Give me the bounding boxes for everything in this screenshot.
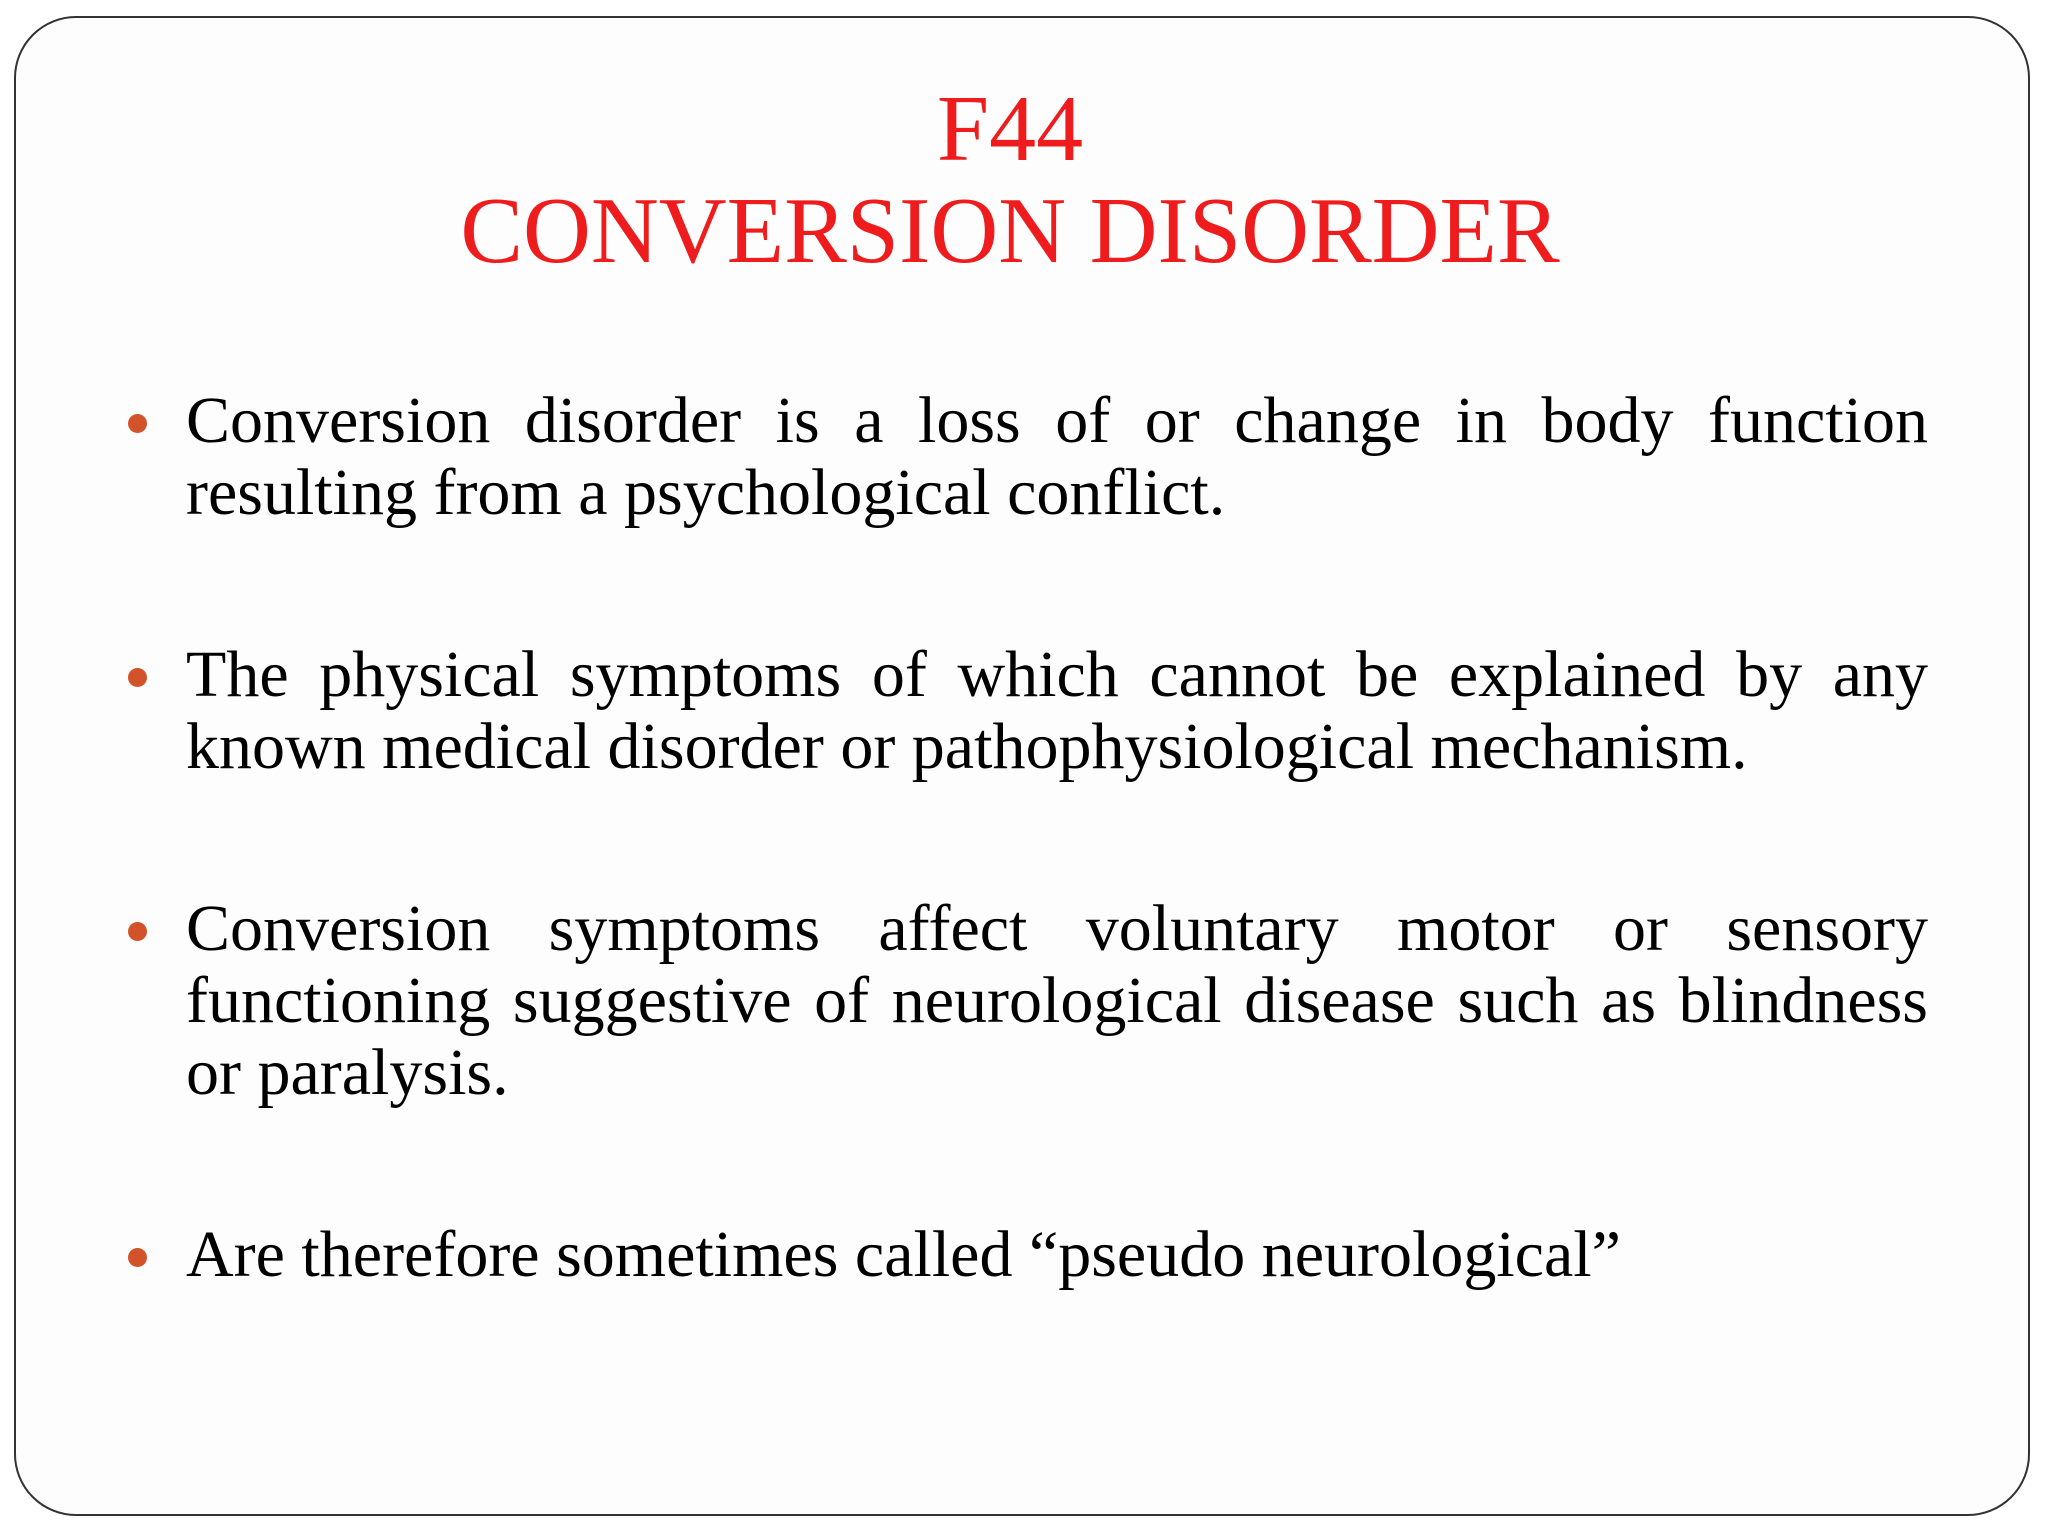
bullet-list xyxy=(128,385,1928,1291)
bullet-item xyxy=(128,639,1928,783)
bullet-item xyxy=(128,893,1928,1109)
bullet-item xyxy=(128,385,1928,529)
bullet-text: The physical symptoms of which cannot be explained by any known medical disorder or pathophysiological mechanism. xyxy=(186,638,1928,783)
title-heading: CONVERSION DISORDER xyxy=(460,179,1560,283)
bullet-dot-icon xyxy=(128,922,147,941)
bullet-item xyxy=(128,1219,1928,1291)
bullet-dot-icon xyxy=(128,1248,147,1267)
bullet-text: Are therefore sometimes called “pseudo neurological” xyxy=(186,1218,1621,1291)
bullet-text: Conversion symptoms affect voluntary motor or sensory functioning suggestive of neurological disease such as blindness or paralysis. xyxy=(186,892,1928,1109)
title-code: F44 xyxy=(936,77,1084,181)
slide-title xyxy=(120,78,1900,282)
bullet-dot-icon xyxy=(128,668,147,687)
bullet-text: Conversion disorder is a loss of or change in body function resulting from a psychological conflict. xyxy=(186,384,1928,529)
bullet-dot-icon xyxy=(128,414,147,433)
